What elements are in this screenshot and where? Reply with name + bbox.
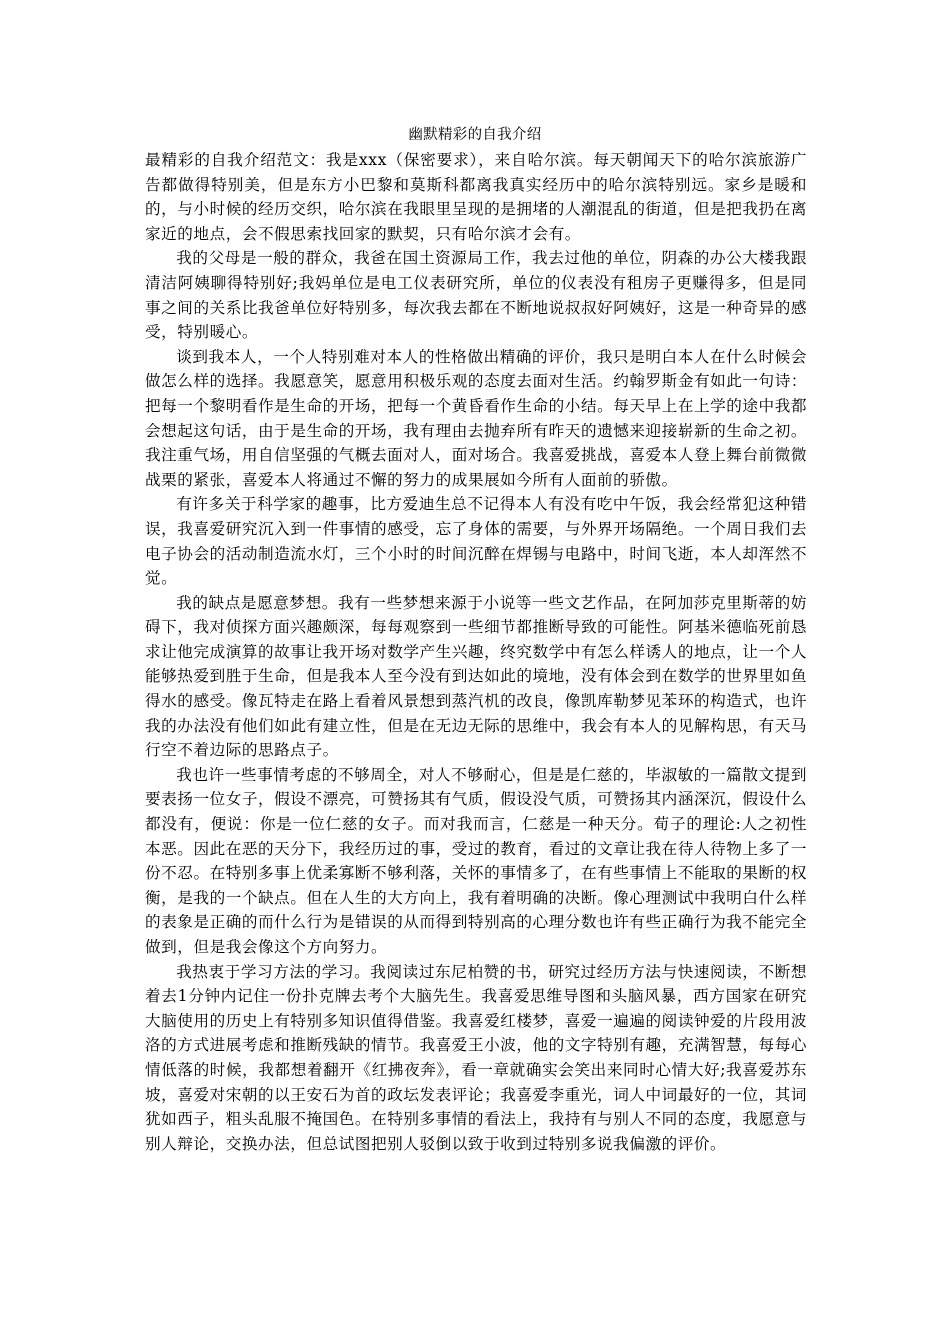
paragraph-kindness: 我也许一些事情考虑的不够周全，对人不够耐心，但是是仁慈的，毕淑敏的一篇散文提到要表扬一位女子，假设不漂亮，可赞扬其有气质，假设没气质，可赞扬其内涵深沉，假设什么都没有，便说：你是一位仁慈的女子。而对我而言，仁慈是一种天分。荀子的理论:人之初性本恶。因此在恶的天分下，我经历过的事，受过的教育，看过的文章让我在待人待物上多了一份不忍。在特别多事上优柔寡断不够利落，关怀的事情多了，在有些事情上不能取的果断的权衡，是我的一个缺点。但在人生的大方向上，我有着明确的决断。像心理测试中我明白什么样的表象是正确的而什么行为是错误的从而得到特别高的心理分数也许有些正确行为我不能完全做到，但是我会像这个方向努力。 — [145, 765, 807, 956]
paragraph-parents: 我的父母是一般的群众，我爸在国土资源局工作，我去过他的单位，阴森的办公大楼我跟清洁阿姨聊得特别好;我妈单位是电工仪表研究所，单位的仪表没有租房子更赚得多，但是同事之间的关系比我爸单位好特别多，每次我去都在不断地说叔叔好阿姨好，这是一种奇异的感受，特别暖心。 — [145, 249, 807, 342]
paragraph-focus: 有许多关于科学家的趣事，比方爱迪生总不记得本人有没有吃中午饭，我会经常犯这种错误，我喜爱研究沉入到一件事情的感受，忘了身体的需要，与外界开场隔绝。一个周日我们去电子协会的活动制造流水灯，三个小时的时间沉醉在焊锡与电路中，时间飞逝，本人却浑然不觉。 — [145, 495, 807, 588]
paragraph-personality: 谈到我本人，一个人特别难对本人的性格做出精确的评价，我只是明白本人在什么时候会做怎么样的选择。我愿意笑，愿意用积极乐观的态度去面对生活。约翰罗斯金有如此一句诗：把每一个黎明看作是生命的开场，把每一个黄昏看作生命的小结。每天早上在上学的途中我都会想起这句话，由于是生命的开场，我有理由去抛弃所有昨天的遗憾来迎接崭新的生命之初。我注重气场，用自信坚强的气概去面对人，面对场合。我喜爱挑战，喜爱本人登上舞台前微微战栗的紧张，喜爱本人将通过不懈的努力的成果展如今所有人面前的骄傲。 — [145, 347, 807, 489]
document-title: 幽默精彩的自我介绍 — [408, 127, 542, 143]
paragraph-intro: 最精彩的自我介绍范文：我是xxx（保密要求），来自哈尔滨。每天朝闻天下的哈尔滨旅游广告都做得特别美，但是东方小巴黎和莫斯科都离我真实经历中的哈尔滨特别远。家乡是暖和的，与小时候的经历交织，哈尔滨在我眼里呈现的是拥堵的人潮混乱的街道，但是把我扔在离家近的地点，会不假思索找回家的默契，只有哈尔滨才会有。 — [145, 151, 807, 243]
paragraph-learning: 我热衷于学习方法的学习。我阅读过东尼柏赞的书，研究过经历方法与快速阅读，不断想着去1分钟内记住一份扑克牌去考个大脑先生。我喜爱思维导图和头脑风暴，西方国家在研究大脑使用的历史上有特别多知识值得借鉴。我喜爱红楼梦，喜爱一遍遍的阅读钟爱的片段用波洛的方式进展考虑和推断残缺的情节。我喜爱王小波，他的文字特别有趣，充满智慧，每每心情低落的时候，我都想着翻开《红拂夜奔》，看一章就确实会笑出来同时心情大好;我喜爱苏东坡，喜爱对宋朝的以王安石为首的政坛发表评论；我喜爱李重光，词人中词最好的一位，其词犹如西子，粗头乱服不掩国色。在特别多事情的看法上，我持有与别人不同的态度，我愿意与别人辩论，交换办法，但总试图把别人驳倒以致于收到过特别多说我偏激的评价。 — [145, 962, 807, 1153]
document-body — [145, 148, 807, 1156]
paragraph-daydreaming: 我的缺点是愿意梦想。我有一些梦想来源于小说等一些文艺作品，在阿加莎克里斯蒂的妨碍下，我对侦探方面兴趣颇深，每每观察到一些细节都推断导致的可能性。阿基米德临死前恳求让他完成演算的故事让我开场对数学产生兴趣，终究数学中有怎么样诱人的地点，让一个人能够热爱到胜于生命，但是我本人至今没有到达如此的境地，没有体会到在数学的世界里如鱼得水的感受。像瓦特走在路上看着风景想到蒸汽机的改良，像凯库勒梦见苯环的构造式，也许我的办法没有他们如此有建立性，但是在无边无际的思维中，我会有本人的见解构思，有天马行空不着边际的思路点子。 — [145, 593, 807, 760]
